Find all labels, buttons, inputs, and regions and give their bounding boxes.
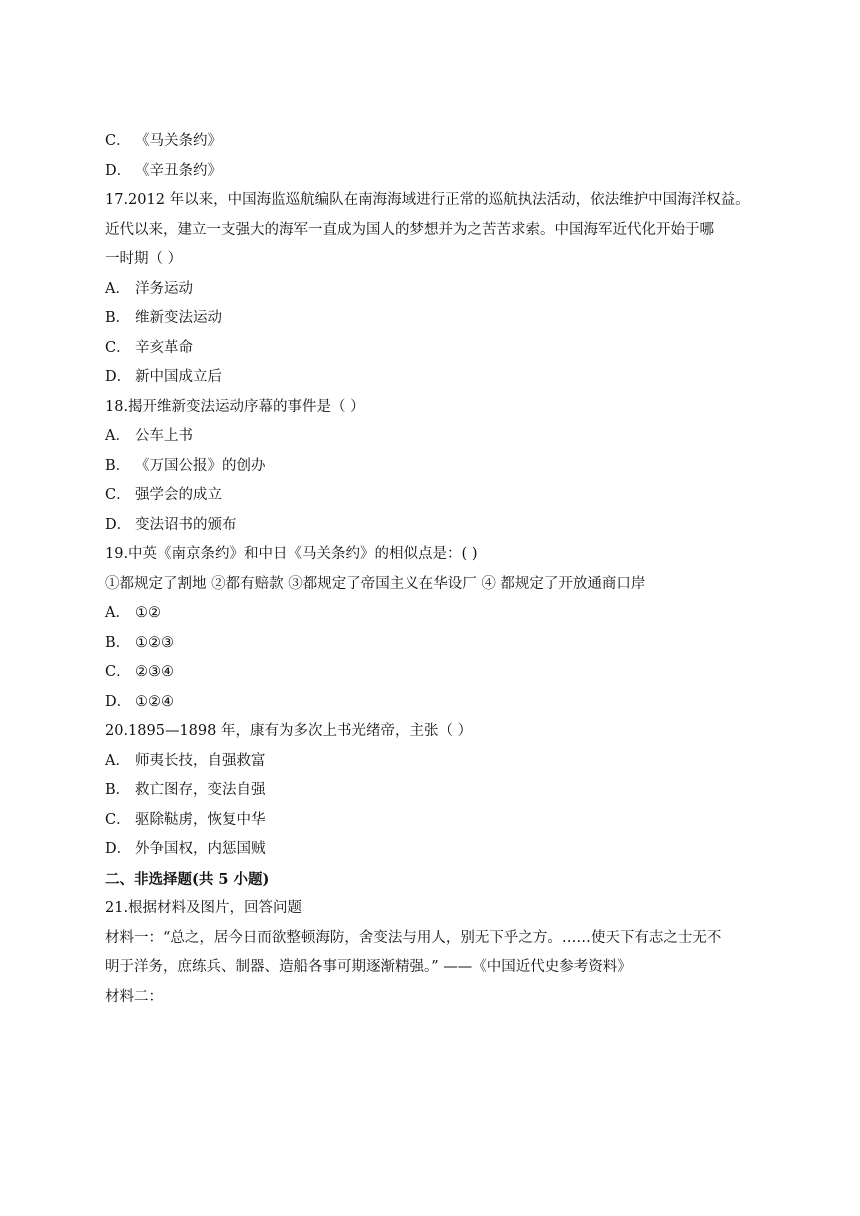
option-text: 驱除鞑虏，恢复中华 [135, 811, 266, 828]
q19-option-b [105, 629, 755, 659]
option-text: 《辛丑条约》 [135, 162, 222, 179]
option-text: 变法诏书的颁布 [135, 516, 237, 533]
q20-option-a [105, 747, 755, 777]
option-text: ①②③ [135, 634, 174, 651]
option-text: ②③④ [135, 664, 174, 680]
option-letter: A． [105, 428, 130, 444]
q19-option-a [105, 599, 755, 629]
q19-option-c [105, 658, 755, 688]
option-letter: B． [105, 457, 131, 474]
q21-material2-label: 材料二： [105, 988, 163, 1005]
q17-option-d [105, 363, 755, 393]
option-text: 救亡图存，变法自强 [135, 782, 266, 798]
q16-option-d [105, 157, 755, 187]
option-text: 《万国公报》的创办 [135, 457, 266, 474]
document-page [105, 127, 755, 1012]
q19-items: ①都规定了割地 ②都有赔款 ③都规定了帝国主义在华设厂 ④ 都规定了开放通商口岸 [105, 575, 646, 592]
q21-material1-line1: 材料一：“总之，居今日而欲整顿海防，舍变法与用人，别无下乎之方。……使天下有志之士无不 [105, 929, 722, 946]
option-text: 师夷长技，自强救富 [135, 752, 266, 769]
option-letter: C． [105, 487, 131, 503]
q19-option-d [105, 688, 755, 718]
option-text: 强学会的成立 [135, 487, 222, 503]
option-letter: D． [105, 693, 132, 710]
option-letter: D． [105, 841, 132, 857]
q17-stem-line1: 17.2012 年以来，中国海监巡航编队在南海海域进行正常的巡航执法活动，依法维护中国海洋权益。 [105, 192, 750, 208]
option-text: ①② [135, 605, 161, 621]
q18-option-a [105, 422, 755, 452]
option-letter: C． [105, 133, 131, 149]
q16-option-c [105, 127, 755, 157]
option-letter: D． [105, 516, 132, 533]
q20-option-d [105, 835, 755, 865]
q21-stem: 21.根据材料及图片，回答问题 [105, 900, 303, 916]
option-text: 辛亥革命 [135, 339, 193, 356]
option-text: 新中国成立后 [135, 369, 222, 385]
option-letter: D． [105, 162, 132, 179]
option-text: ①②④ [135, 693, 174, 710]
q18-option-b [105, 452, 755, 482]
option-letter: B． [105, 310, 131, 326]
q20-option-c [105, 806, 755, 836]
option-letter: C． [105, 339, 131, 356]
option-text: 洋务运动 [135, 280, 193, 297]
q18-option-c [105, 481, 755, 511]
section-title: 二、非选择题(共 5 小题) [105, 870, 270, 888]
option-letter: A． [105, 752, 130, 769]
option-text: 维新变法运动 [135, 310, 222, 326]
option-text: 外争国权，内惩国贼 [135, 841, 266, 857]
option-letter: C． [105, 664, 131, 680]
q17-option-a [105, 275, 755, 305]
q17-stem-line2: 近代以来，建立一支强大的海军一直成为国人的梦想并为之苦苦求索。中国海军近代化开始于哪 [105, 221, 714, 238]
q17-option-c [105, 334, 755, 364]
q21-material1-line2: 明于洋务，庶练兵、制器、造船各事可期逐渐精强。” ——《中国近代史参考资料》 [105, 959, 632, 975]
option-letter: B． [105, 634, 131, 651]
q18-option-d [105, 511, 755, 541]
q17-stem-line3: 一时期（ ） [105, 251, 183, 267]
option-text: 《马关条约》 [135, 133, 222, 149]
option-letter: D． [105, 369, 132, 385]
q20-stem: 20.1895—1898 年，康有为多次上书光绪帝，主张（ ） [105, 723, 473, 739]
option-letter: A． [105, 605, 130, 621]
option-letter: C． [105, 811, 131, 828]
q19-stem: 19.中英《南京条约》和中日《马关条约》的相似点是：( ) [105, 546, 478, 562]
q20-option-b [105, 776, 755, 806]
option-letter: B． [105, 782, 131, 798]
option-letter: A． [105, 280, 130, 297]
q18-stem: 18.揭开维新变法运动序幕的事件是（ ） [105, 398, 365, 415]
option-text: 公车上书 [135, 428, 193, 444]
q17-option-b [105, 304, 755, 334]
